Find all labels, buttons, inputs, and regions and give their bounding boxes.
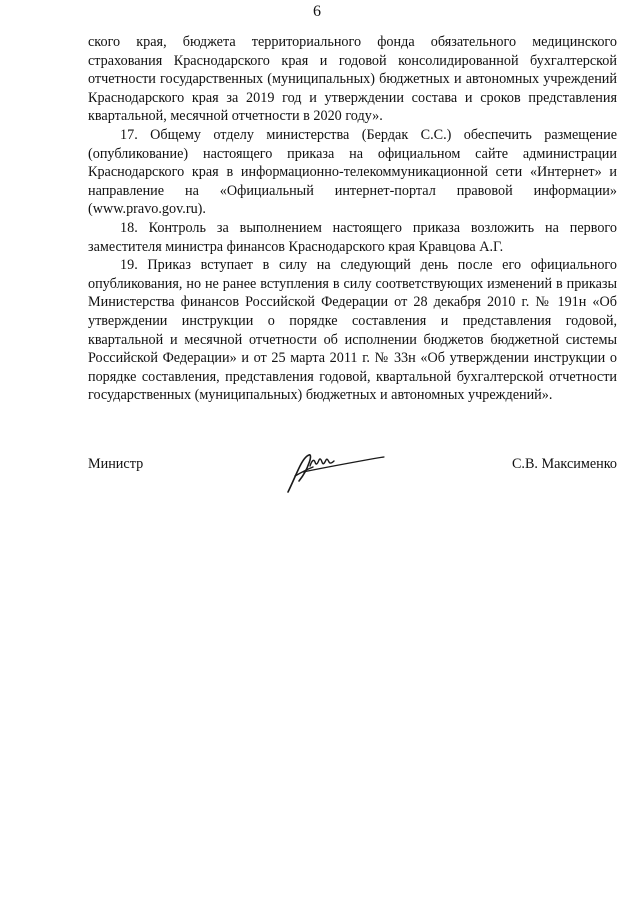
document-body — [88, 33, 617, 405]
paragraph-continuation: ского края, бюджета территориального фонда обязательного медицинского страхования Краснодарского края и годовой консолидированной бухгалтерской отчетности государственных (муниципальных) бюджетных и автономных учреждений Краснодарского края за 2019 год и утверждении состава и сроков представления квартальной, месячной отчетности в 2020 году». — [88, 34, 617, 125]
page-number: 6 — [313, 3, 321, 20]
signature-block — [88, 448, 617, 498]
paragraph-18: 18. Контроль за выполнением настоящего приказа возложить на первого заместителя министра финансов Краснодарского края Кравцова А.Г. — [88, 219, 617, 255]
signatory-name: С.В. Максименко — [511, 456, 617, 472]
paragraph-17: 17. Общему отделу министерства (Бердак С.С.) обеспечить размещение (опубликование) настоящего приказа на официальном сайте администрации Краснодарского края в информационно-телекоммуникационной сети «Интернет» и направление на «Официальный интернет-портал правовой информации» (www.pravo.gov.ru). — [88, 126, 617, 218]
signatory-position: Министр — [88, 456, 144, 472]
paragraph-19: 19. Приказ вступает в силу на следующий день после его официального опубликования, но не ранее вступления в силу соответствующих изменений в приказы Министерства финансов Российской Федерации от 28 декабря 2010 г. № 191н «Об утверждении инструкции о порядке составления и представления годовой, квартальной и месячной отчетности об исполнении бюджетов бюджетной системы Российской Федерации» и от 25 марта 2011 г. № 33н «Об утверждении инструкции о порядке составления, представления годовой, квартальной бухгалтерской отчетности государственных (муниципальных) бюджетных и автономных учреждений». — [88, 257, 617, 404]
handwritten-signature — [282, 448, 386, 496]
